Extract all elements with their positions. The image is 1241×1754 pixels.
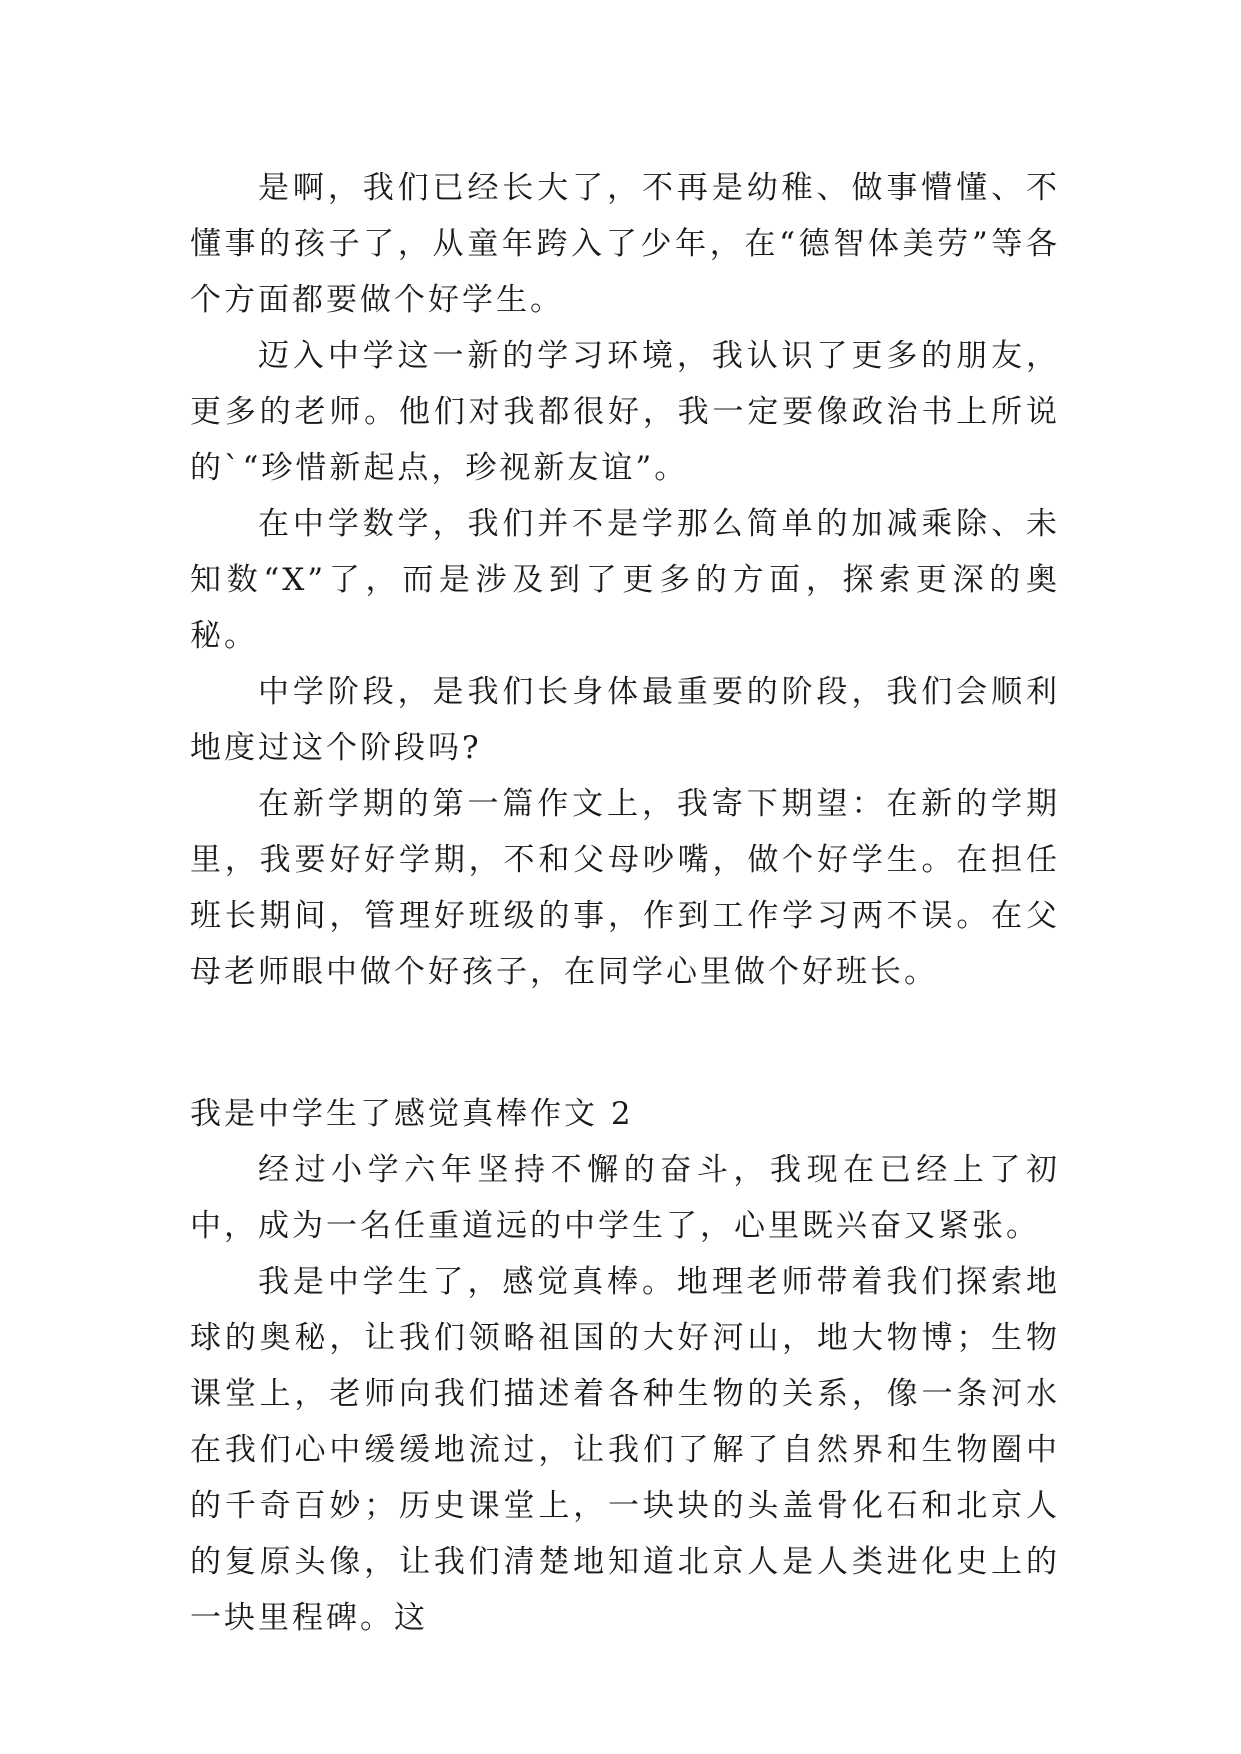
paragraph: 在新学期的第一篇作文上，我寄下期望：在新的学期里，我要好好学期，不和父母吵嘴，做个好学生。在担任班长期间，管理好班级的事，作到工作学习两不误。在父母老师眼中做个好孩子，在同学心里做个好班长。 [190,786,1060,990]
document-body [190,160,1060,1646]
paragraph: 我是中学生了，感觉真棒。地理老师带着我们探索地球的奥秘，让我们领略祖国的大好河山，地大物博；生物课堂上，老师向我们描述着各种生物的关系，像一条河水在我们心中缓缓地流过，让我们了解了自然界和生物圈中的千奇百妙；历史课堂上，一块块的头盖骨化石和北京人的复原头像，让我们清楚地知道北京人是人类进化史上的一块里程碑。这 [190,1264,1060,1636]
paragraph: 是啊，我们已经长大了，不再是幼稚、做事懵懂、不懂事的孩子了，从童年跨入了少年，在“德智体美劳”等各个方面都要做个好学生。 [190,170,1060,318]
paragraph: 中学阶段，是我们长身体最重要的阶段，我们会顺利地度过这个阶段吗? [190,674,1060,766]
paragraph: 迈入中学这一新的学习环境，我认识了更多的朋友，更多的老师。他们对我都很好，我一定要像政治书上所说的`“珍惜新起点，珍视新友谊”。 [190,338,1060,486]
paragraph: 在中学数学，我们并不是学那么简单的加减乘除、未知数“X”了，而是涉及到了更多的方面，探索更深的奥秘。 [190,506,1060,654]
paragraph: 经过小学六年坚持不懈的奋斗，我现在已经上了初中，成为一名任重道远的中学生了，心里既兴奋又紧张。 [190,1152,1060,1244]
section-title: 我是中学生了感觉真棒作文 2 [190,1096,634,1132]
